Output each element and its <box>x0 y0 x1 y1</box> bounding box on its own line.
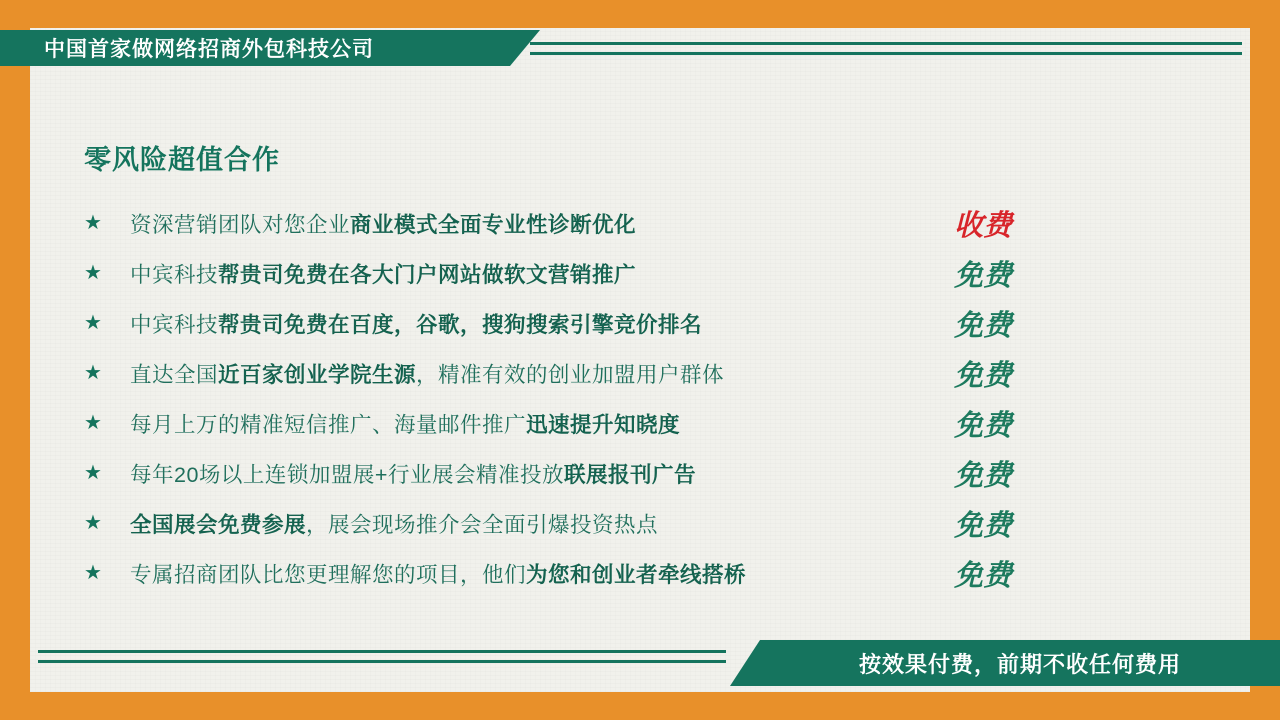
list-item <box>84 448 1084 498</box>
fee-badge: 收费 <box>954 207 1013 242</box>
list-item-emphasis: 为您和创业者牵线搭桥 <box>526 562 747 587</box>
header-banner <box>0 30 510 66</box>
list-item-prefix: 中宾科技 <box>130 312 219 337</box>
page-title: 零风险超值合作 <box>84 145 280 175</box>
fee-badge: 免费 <box>954 557 1013 592</box>
list-item <box>84 248 1084 298</box>
star-icon: ★ <box>84 212 102 234</box>
list-item-text <box>130 558 746 589</box>
footer-banner-tail <box>730 640 760 686</box>
list-item-suffix: ，精准有效的创业加盟用户群体 <box>416 362 725 387</box>
footer-banner-text: 按效果付费，前期不收任何费用 <box>858 651 1181 677</box>
list-item-prefix: 专属招商团队比您更理解您的项目，他们 <box>130 562 527 587</box>
star-icon: ★ <box>84 312 102 334</box>
list-item-text <box>130 258 636 289</box>
list-item-emphasis: 帮贵司免费在百度，谷歌，搜狗搜索引擎竞价排名 <box>218 312 703 337</box>
list-item-prefix: 资深营销团队对您企业 <box>130 212 351 237</box>
star-icon: ★ <box>84 562 102 584</box>
benefit-list <box>84 198 1084 598</box>
list-item-prefix: 每年20场以上连锁加盟展+行业展会精准投放 <box>130 462 564 487</box>
list-item-text <box>130 208 636 239</box>
header-banner-tail <box>510 30 540 66</box>
list-item-suffix: ，展会现场推介会全面引爆投资热点 <box>306 512 659 537</box>
list-item-emphasis: 迅速提升知晓度 <box>526 412 681 437</box>
header-rule-bottom <box>530 52 1242 55</box>
list-item-text <box>130 458 696 489</box>
fee-badge: 免费 <box>954 457 1013 492</box>
star-icon: ★ <box>84 262 102 284</box>
list-item <box>84 348 1084 398</box>
star-icon: ★ <box>84 462 102 484</box>
list-item <box>84 548 1084 598</box>
list-item-prefix: 直达全国 <box>130 362 219 387</box>
list-item-text <box>130 358 724 389</box>
fee-badge: 免费 <box>954 257 1013 292</box>
footer-rule-top <box>38 650 726 653</box>
list-item-emphasis: 联展报刊广告 <box>563 462 696 487</box>
fee-badge: 免费 <box>954 407 1013 442</box>
list-item-prefix: 中宾科技 <box>130 262 219 287</box>
star-icon: ★ <box>84 362 102 384</box>
list-item <box>84 498 1084 548</box>
list-item-emphasis: 全国展会免费参展 <box>130 512 307 537</box>
list-item-text <box>130 308 702 339</box>
footer-banner <box>760 640 1280 686</box>
list-item <box>84 398 1084 448</box>
list-item-text <box>130 508 658 539</box>
fee-badge: 免费 <box>954 307 1013 342</box>
list-item-emphasis: 商业模式全面专业性诊断优化 <box>350 212 637 237</box>
list-item-emphasis: 帮贵司免费在各大门户网站做软文营销推广 <box>218 262 637 287</box>
header-rule-top <box>530 42 1242 45</box>
fee-badge: 免费 <box>954 507 1013 542</box>
fee-badge: 免费 <box>954 357 1013 392</box>
list-item-text <box>130 408 680 439</box>
list-item-prefix: 每月上万的精准短信推广、海量邮件推广 <box>130 412 527 437</box>
list-item <box>84 198 1084 248</box>
star-icon: ★ <box>84 512 102 534</box>
footer-rule-bottom <box>38 660 726 663</box>
list-item <box>84 298 1084 348</box>
header-banner-text: 中国首家做网络招商外包科技公司 <box>44 38 374 61</box>
star-icon: ★ <box>84 412 102 434</box>
list-item-emphasis: 近百家创业学院生源 <box>218 362 417 387</box>
